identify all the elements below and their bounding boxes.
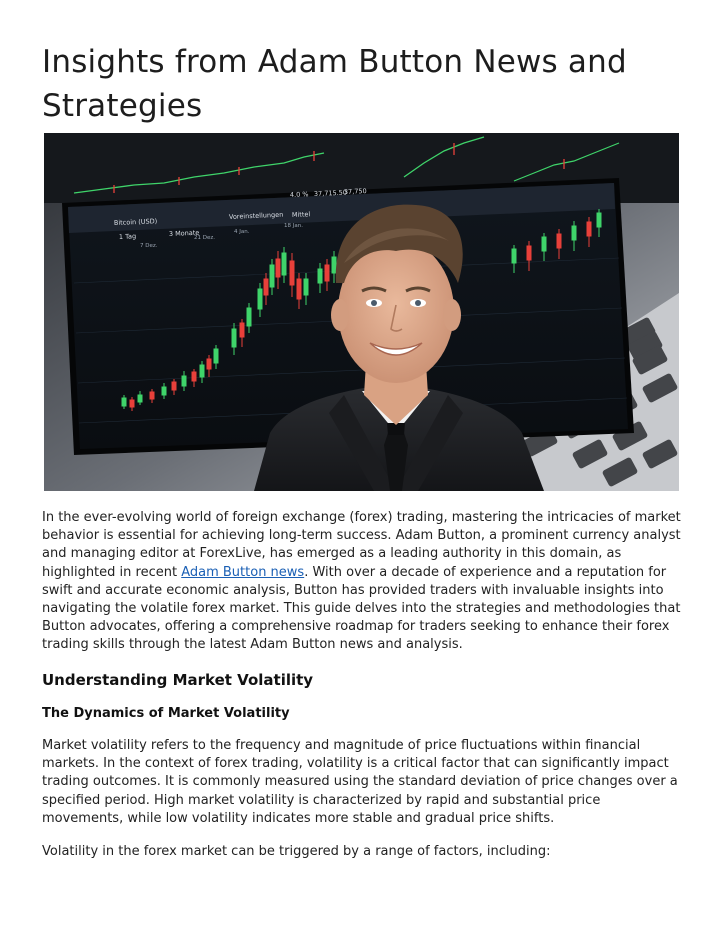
svg-text:21 Dez.: 21 Dez. (194, 235, 216, 241)
screen-price-b: 37,750 (343, 187, 367, 196)
screen-range: 3 Monate (168, 228, 200, 238)
screen-indicator: Mittel (291, 210, 311, 219)
svg-text:7 Dez.: 7 Dez. (140, 243, 158, 249)
screen-price-a: 37,715.50 (313, 188, 348, 198)
adam-button-news-link[interactable]: Adam Button news (181, 564, 305, 580)
hero-illustration (44, 133, 679, 491)
screen-settings: Voreinstellungen (228, 210, 284, 221)
screen-symbol: Bitcoin (USD) (113, 217, 158, 227)
intro-text-end: . With over a decade of experience and a reputation for swift and accurate economic analysis, Button has provided traders with invaluable insights into navigating the volatile forex market. This guide delves into the strategies and methodologies that Button advocates, offering a comprehensive roadmap for traders seeking to enhance their forex trading skills through the latest Adam Button news and analysis. (42, 564, 681, 653)
intro-text-start: In the ever-evolving world of foreign exchange (forex) trading, mastering the intricacies of market behavior is essential for achieving long-term success. Adam Button, a prominent currency analyst and managing editor at ForexLive, has emerged as a leading authority in this domain, as highlighted in recent (42, 510, 681, 580)
hero-image (44, 133, 679, 491)
svg-text:18 Jan.: 18 Jan. (284, 223, 303, 229)
volatility-paragraph: Market volatility refers to the frequency and magnitude of price fluctuations within financial markets. In the context of forex trading, volatility is a critical factor that can significantly impact trading outcomes. It is commonly measured using the standard deviation of price changes over a specified period. High market volatility is characterized by rapid and substantial price movements, while low volatility indicates more stable and gradual price shifts. (42, 738, 678, 826)
intro-paragraph (42, 509, 684, 655)
section-heading: Understanding Market Volatility (42, 671, 314, 689)
article-title: Insights from Adam Button News and Strategies (42, 44, 627, 124)
screen-interval: 1 Tag (118, 232, 137, 241)
svg-text:4 Jan.: 4 Jan. (234, 229, 250, 235)
screen-pct: 4.0 % (289, 190, 309, 199)
subsection-heading: The Dynamics of Market Volatility (42, 706, 290, 721)
factors-intro-paragraph: Volatility in the forex market can be triggered by a range of factors, including: (42, 844, 551, 859)
